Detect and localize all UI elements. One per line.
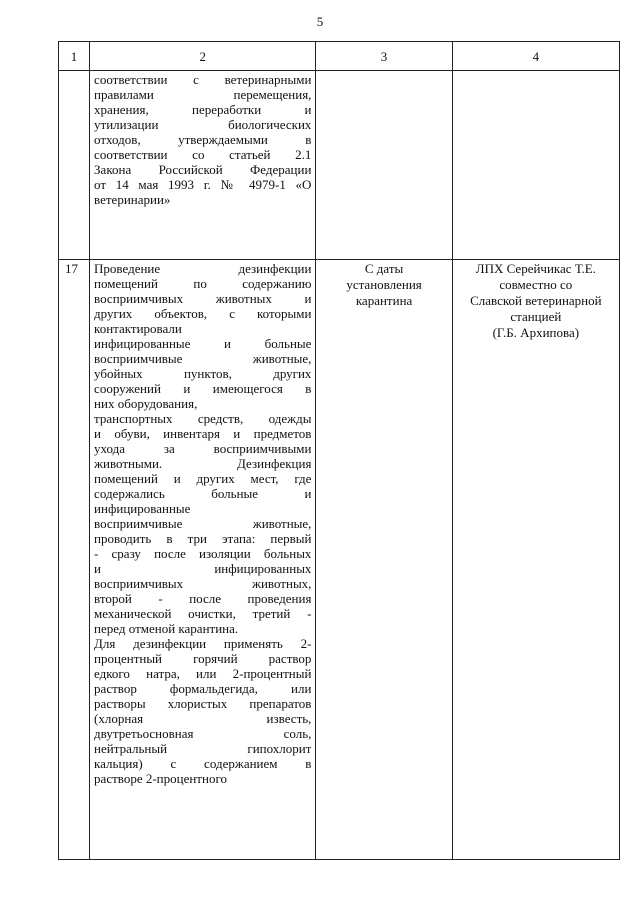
- page-number: 5: [316, 14, 324, 29]
- text-line: механической очистки, третий -: [94, 606, 312, 621]
- text-line: перед отменой карантина.: [94, 621, 239, 636]
- measure-description-cell: [90, 71, 316, 260]
- header-col-3: 3: [316, 42, 452, 71]
- text-line: нейтральный гипохлорит: [94, 741, 312, 756]
- text-line: двутретьосновная соль,: [94, 726, 312, 741]
- text-line: едкого натра, или 2-процентный: [94, 666, 312, 681]
- text-line: проводить в три этапа: первый: [94, 531, 312, 546]
- text-line: Закона Российской Федерации: [94, 162, 312, 177]
- text-line: - сразу после изоляции больных: [94, 546, 312, 561]
- text-line: С даты: [364, 261, 404, 276]
- text-line: Для дезинфекции применять 2-: [94, 636, 312, 651]
- text-line: станцией: [510, 309, 562, 324]
- text-line: (Г.Б. Архипова): [492, 325, 580, 340]
- responsible-text: [453, 260, 619, 341]
- text-line: и обуви, инвентаря и предметов: [94, 426, 312, 441]
- text-line: них оборудования,: [94, 396, 198, 411]
- responsible-text: [453, 71, 619, 72]
- deadline-cell: [316, 260, 452, 860]
- text-line: транспортных средств, одежды: [94, 411, 312, 426]
- header-col-1: 1: [59, 42, 90, 71]
- row-number: [59, 71, 89, 72]
- text-line: восприимчивых животных,: [94, 576, 312, 591]
- text-line: и инфицированных: [94, 561, 312, 576]
- text-line: Славской ветеринарной: [470, 293, 602, 308]
- table-row-17: [59, 260, 620, 860]
- text-line: ветеринарии»: [94, 192, 171, 207]
- responsible-cell: [452, 71, 619, 260]
- measure-description: [90, 71, 315, 207]
- deadline-text: [316, 260, 451, 309]
- text-line: хранения, переработки и: [94, 102, 312, 117]
- text-line: инфицированные и больные: [94, 336, 312, 351]
- header-col-4: 4: [452, 42, 619, 71]
- row-number: 17: [65, 261, 78, 276]
- text-line: второй - после проведения: [94, 591, 312, 606]
- text-line: содержались больные и: [94, 486, 312, 501]
- text-line: помещений по содержанию: [94, 276, 312, 291]
- responsible-cell: [452, 260, 619, 860]
- text-line: кальция) с содержанием в: [94, 756, 312, 771]
- text-line: установления: [346, 277, 422, 292]
- text-line: растворы хлористых препаратов: [94, 696, 312, 711]
- row-number-cell: [59, 260, 90, 860]
- measure-description-cell: [90, 260, 316, 860]
- text-line: раствор формальдегида, или: [94, 681, 312, 696]
- text-line: карантина: [355, 293, 413, 308]
- text-line: других объектов, с которыми: [94, 306, 312, 321]
- text-line: восприимчивых животных и: [94, 291, 312, 306]
- table-row-continuation: [59, 71, 620, 260]
- text-line: (хлорная известь,: [94, 711, 312, 726]
- row-number-cell: [59, 71, 90, 260]
- text-line: сооружений и имеющегося в: [94, 381, 312, 396]
- text-line: ЛПХ Серейчикас Т.Е.: [475, 261, 596, 276]
- text-line: отходов, утверждаемыми в: [94, 132, 312, 147]
- text-line: ухода за восприимчивыми: [94, 441, 312, 456]
- text-line: правилами перемещения,: [94, 87, 312, 102]
- text-line: совместно со: [499, 277, 573, 292]
- deadline-cell: [316, 71, 452, 260]
- header-col-2: 2: [90, 42, 316, 71]
- text-line: контактировали: [94, 321, 182, 336]
- text-line: утилизации биологических: [94, 117, 312, 132]
- text-line: соответствии со статьей 2.1: [94, 147, 312, 162]
- measures-table: [58, 41, 620, 860]
- text-line: растворе 2-процентного: [94, 771, 227, 786]
- text-line: Проведение дезинфекции: [94, 261, 312, 276]
- text-line: от 14 мая 1993 г. № 4979-1 «О: [94, 177, 312, 192]
- text-line: соответствии с ветеринарными: [94, 72, 312, 87]
- text-line: инфицированные: [94, 501, 191, 516]
- text-line: убойных пунктов, других: [94, 366, 312, 381]
- text-line: восприимчивые животные,: [94, 516, 312, 531]
- deadline-text: [316, 71, 451, 72]
- measure-description: [90, 260, 315, 786]
- text-line: помещений и других мест, где: [94, 471, 312, 486]
- table-header-row: [59, 42, 620, 71]
- text-line: процентный горячий раствор: [94, 651, 312, 666]
- text-line: животными. Дезинфекция: [94, 456, 312, 471]
- text-line: восприимчивые животные,: [94, 351, 312, 366]
